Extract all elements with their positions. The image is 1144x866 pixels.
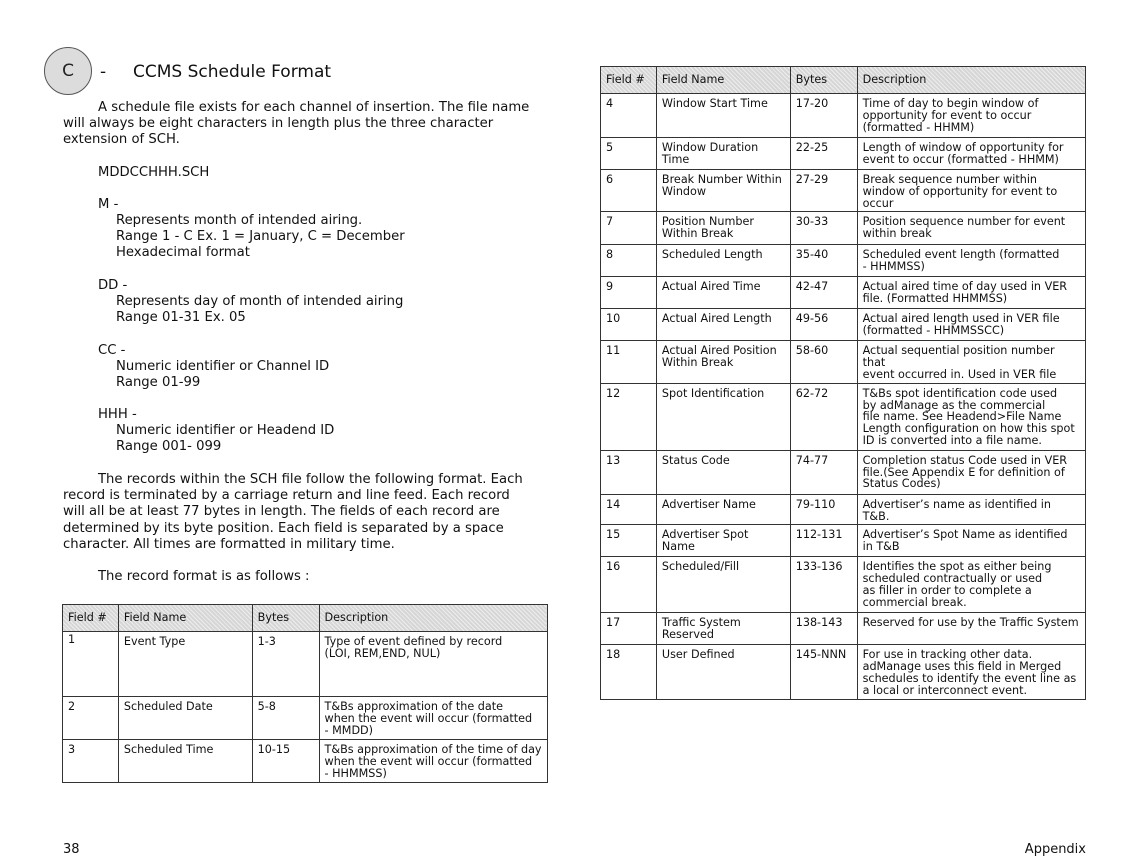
field-name-line: Scheduled Length — [661, 248, 763, 262]
field-name-line: Window — [661, 184, 707, 198]
field-description — [857, 94, 1085, 138]
header-field-name: Field Name — [656, 67, 790, 94]
table-row — [601, 138, 1086, 170]
code-description — [116, 359, 329, 391]
desc-line: Length of window of opportunity for — [862, 141, 1064, 154]
desc-line: by adManage as the commercial — [862, 398, 1046, 412]
header-field-name: Field Name — [118, 605, 252, 632]
desc-line: window of opportunity for event to — [862, 184, 1058, 198]
table-row — [601, 525, 1086, 557]
table-row — [63, 697, 548, 740]
field-name-line: Spot Identification — [661, 386, 765, 400]
field-bytes: 1-3 — [252, 632, 319, 697]
field-number: 13 — [601, 450, 657, 494]
field-name-line: Actual Aired Length — [661, 312, 772, 326]
field-name-line: Time — [661, 152, 690, 166]
desc-line: - MMDD) — [324, 723, 374, 737]
desc-line: Actual sequential position number that — [862, 344, 1055, 370]
field-description — [857, 212, 1085, 245]
desc-line: file name. See Headend>File Name — [862, 410, 1062, 424]
records-paragraph — [63, 472, 523, 553]
desc-line: Type of event defined by record — [324, 635, 503, 648]
field-name-line: Traffic System — [661, 616, 741, 630]
field-bytes: 30-33 — [790, 212, 857, 245]
desc-line: a local or interconnect event. — [862, 683, 1028, 697]
intro-line: extension of SCH. — [63, 132, 180, 148]
field-name — [656, 525, 790, 557]
desc-line: Advertiser’s name as identified in T&B. — [862, 497, 1051, 523]
desc-line: opportunity for event to occur — [862, 108, 1032, 122]
table-row — [63, 740, 548, 783]
desc-line: event occurred in. Used in VER file — [862, 367, 1057, 381]
field-description — [857, 557, 1085, 613]
desc-line: - HHMMSS) — [862, 260, 925, 274]
field-number: 9 — [601, 277, 657, 309]
field-description — [857, 525, 1085, 557]
field-name — [656, 277, 790, 309]
desc-line: Actual aired time of day used in VER — [862, 280, 1068, 294]
title-dash: - — [100, 62, 107, 82]
field-name-line: Within Break — [661, 227, 734, 241]
field-number: 3 — [63, 740, 119, 783]
desc-line: ID is converted into a file name. — [862, 433, 1042, 447]
field-number: 8 — [601, 245, 657, 277]
filename-pattern: MDDCCHHH.SCH — [98, 165, 210, 180]
field-description — [857, 309, 1085, 341]
code-label: HHH - — [98, 407, 137, 422]
header-field-number: Field # — [63, 605, 119, 632]
records-line: will all be at least 77 bytes in length. The fields of each record are — [63, 504, 500, 520]
field-name-line: Reserved — [661, 628, 714, 642]
intro-paragraph — [63, 100, 529, 149]
records-line: determined by its byte position. Each field is separated by a space — [63, 520, 504, 536]
desc-line: Length configuration on how this spot — [862, 422, 1075, 436]
field-bytes: 79-110 — [790, 494, 857, 525]
code-line: Range 01-31 Ex. 05 — [116, 310, 246, 326]
table-row — [601, 383, 1086, 450]
field-description — [857, 277, 1085, 309]
field-name-line: Window Start Time — [661, 97, 768, 110]
field-bytes: 10-15 — [252, 740, 319, 783]
field-description — [857, 613, 1085, 645]
field-name — [656, 450, 790, 494]
field-name — [656, 309, 790, 341]
desc-line: file.(See Appendix E for definition of — [862, 465, 1065, 479]
desc-line: Actual aired length used in VER file — [862, 312, 1060, 326]
field-description — [319, 697, 547, 740]
field-number: 11 — [601, 341, 657, 383]
field-bytes: 133-136 — [790, 557, 857, 613]
field-bytes: 5-8 — [252, 697, 319, 740]
field-name — [656, 94, 790, 138]
table-row — [601, 645, 1086, 700]
field-name — [656, 170, 790, 212]
field-number: 15 — [601, 525, 657, 557]
field-bytes: 42-47 — [790, 277, 857, 309]
footer-section: Appendix — [1024, 842, 1086, 857]
field-bytes: 112-131 — [790, 525, 857, 557]
records-line: record is terminated by a carriage return and line feed. Each record — [63, 488, 510, 504]
code-label: CC - — [98, 343, 126, 358]
desc-line: when the event will occur (formatted — [324, 711, 533, 725]
desc-line: Scheduled event length (formatted — [862, 248, 1060, 262]
field-name-line: Actual Aired Time — [661, 280, 761, 294]
desc-line: For use in tracking other data. — [862, 648, 1033, 662]
field-name — [656, 138, 790, 170]
record-format-table-right — [600, 66, 1086, 700]
desc-line: Advertiser’s Spot Name as identified — [862, 528, 1068, 542]
header-description: Description — [857, 67, 1085, 94]
desc-line: Status Codes) — [862, 477, 941, 491]
field-number: 2 — [63, 697, 119, 740]
desc-line: adManage uses this field in Merged — [862, 660, 1062, 674]
field-name-line: Actual Aired Position — [661, 344, 777, 358]
code-line: Range 001- 099 — [116, 439, 222, 455]
field-name — [118, 697, 252, 740]
field-description — [857, 494, 1085, 525]
field-bytes: 58-60 — [790, 341, 857, 383]
records-line: The records within the SCH file follow the following format. Each — [98, 472, 523, 487]
section-letter: C — [62, 61, 74, 81]
desc-line: T&Bs approximation of the time of day — [324, 743, 542, 756]
field-description — [319, 632, 547, 697]
desc-line: Position sequence number for event — [862, 215, 1066, 229]
desc-line: within break — [862, 227, 932, 241]
table-row — [601, 170, 1086, 212]
code-line: Numeric identifier or Channel ID — [116, 359, 330, 374]
field-bytes: 17-20 — [790, 94, 857, 138]
field-description — [857, 645, 1085, 700]
desc-line: (LOI, REM,END, NUL) — [324, 646, 441, 660]
field-bytes: 27-29 — [790, 170, 857, 212]
table-row — [601, 245, 1086, 277]
desc-line: (formatted - HHMM) — [862, 120, 975, 134]
code-line: Range 1 - C Ex. 1 = January, C = December — [116, 229, 405, 245]
desc-line: (formatted - HHMMSSCC) — [862, 324, 1005, 338]
field-number: 18 — [601, 645, 657, 700]
table-row — [601, 212, 1086, 245]
field-description — [857, 383, 1085, 450]
field-name — [656, 557, 790, 613]
field-number: 10 — [601, 309, 657, 341]
code-line: Hexadecimal format — [116, 245, 250, 261]
field-description — [857, 341, 1085, 383]
table-row — [601, 557, 1086, 613]
field-bytes: 22-25 — [790, 138, 857, 170]
code-line: Represents day of month of intended airing — [116, 294, 404, 309]
field-name-line: Break Number Within — [661, 173, 782, 186]
desc-line: file. (Formatted HHMMSS) — [862, 292, 1008, 306]
record-format-table-left — [62, 604, 548, 783]
table-row — [63, 632, 548, 697]
field-name — [656, 245, 790, 277]
field-name — [656, 383, 790, 450]
field-description — [319, 740, 547, 783]
table-row — [601, 613, 1086, 645]
code-line: Represents month of intended airing. — [116, 213, 363, 228]
field-description — [857, 138, 1085, 170]
field-number: 1 — [63, 632, 119, 697]
field-number: 6 — [601, 170, 657, 212]
field-description — [857, 170, 1085, 212]
field-bytes: 145-NNN — [790, 645, 857, 700]
table-row — [601, 309, 1086, 341]
code-description — [116, 423, 334, 455]
section-badge — [44, 47, 92, 95]
code-line: Numeric identifier or Headend ID — [116, 423, 335, 438]
field-number: 4 — [601, 94, 657, 138]
field-number: 16 — [601, 557, 657, 613]
field-name — [656, 613, 790, 645]
table-header-row — [63, 605, 548, 632]
field-name-line: Within Break — [661, 356, 734, 370]
field-bytes: 62-72 — [790, 383, 857, 450]
field-name — [656, 494, 790, 525]
table-row — [601, 277, 1086, 309]
header-bytes: Bytes — [252, 605, 319, 632]
desc-line: occur — [862, 196, 894, 210]
table-row — [601, 494, 1086, 525]
desc-line: Break sequence number within — [862, 173, 1038, 186]
table-row — [601, 341, 1086, 383]
desc-line: event to occur (formatted - HHMM) — [862, 152, 1059, 166]
desc-line: Identifies the spot as either being — [862, 560, 1052, 574]
records-line: character. All times are formatted in military time. — [63, 536, 395, 552]
field-description — [857, 245, 1085, 277]
desc-line: Reserved for use by the Traffic System — [862, 616, 1079, 630]
intro-line: will always be eight characters in length plus the three character — [63, 116, 494, 132]
desc-line: T&Bs approximation of the date — [324, 700, 504, 713]
field-number: 17 — [601, 613, 657, 645]
field-name-line: Advertiser Name — [661, 497, 756, 511]
field-number: 12 — [601, 383, 657, 450]
field-number: 14 — [601, 494, 657, 525]
record-format-intro: The record format is as follows : — [98, 569, 310, 584]
field-name-line: Status Code — [661, 453, 730, 467]
desc-line: Time of day to begin window of — [862, 97, 1039, 110]
table-header-row — [601, 67, 1086, 94]
field-name-line: Scheduled/Fill — [661, 560, 740, 574]
desc-line: commercial break. — [862, 595, 967, 609]
header-bytes: Bytes — [790, 67, 857, 94]
desc-line: when the event will occur (formatted — [324, 754, 533, 768]
field-name — [656, 212, 790, 245]
field-name — [656, 645, 790, 700]
field-name-line: Position Number — [661, 215, 754, 229]
field-name — [118, 632, 252, 697]
code-line: Range 01-99 — [116, 375, 201, 391]
field-name — [118, 740, 252, 783]
desc-line: T&Bs spot identification code used — [862, 386, 1058, 400]
table-row — [601, 450, 1086, 494]
field-name-line: Event Type — [123, 635, 186, 648]
field-bytes: 74-77 — [790, 450, 857, 494]
desc-line: in T&B — [862, 540, 900, 554]
field-description — [857, 450, 1085, 494]
code-label: M - — [98, 197, 119, 212]
desc-line: - HHMMSS) — [324, 766, 387, 780]
field-name-line: Window Duration — [661, 141, 759, 154]
header-description: Description — [319, 605, 547, 632]
page-title: CCMS Schedule Format — [133, 62, 332, 82]
code-description — [116, 213, 405, 262]
page-number: 38 — [63, 842, 80, 857]
field-name — [656, 341, 790, 383]
header-field-number: Field # — [601, 67, 657, 94]
field-name-line: User Defined — [661, 648, 735, 662]
field-number: 5 — [601, 138, 657, 170]
field-name-line: Advertiser Spot Name — [661, 528, 749, 554]
desc-line: Completion status Code used in VER — [862, 453, 1068, 467]
code-description — [116, 294, 403, 326]
field-name-line: Scheduled Date — [123, 700, 213, 713]
code-label: DD - — [98, 278, 128, 293]
desc-line: schedules to identify the event line as — [862, 671, 1077, 685]
field-bytes: 138-143 — [790, 613, 857, 645]
desc-line: as filler in order to complete a — [862, 583, 1032, 597]
field-number: 7 — [601, 212, 657, 245]
field-bytes: 35-40 — [790, 245, 857, 277]
field-bytes: 49-56 — [790, 309, 857, 341]
field-name-line: Scheduled Time — [123, 743, 214, 756]
desc-line: scheduled contractually or used — [862, 572, 1043, 586]
table-row — [601, 94, 1086, 138]
intro-line: A schedule file exists for each channel of insertion. The file name — [98, 100, 530, 115]
